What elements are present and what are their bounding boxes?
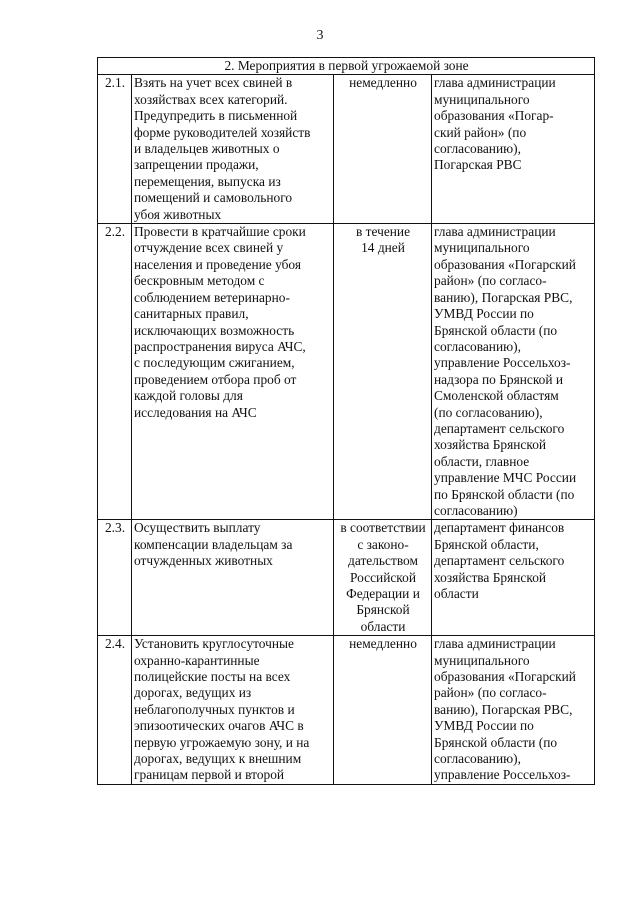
- measure-responsible-line: управление Россельхоз-: [434, 355, 571, 371]
- measure-responsible-line: район» (по согласо-: [434, 685, 547, 701]
- measure-deadline-line: 14 дней: [361, 240, 405, 256]
- measure-responsible-line: хозяйства Брянской: [434, 437, 547, 453]
- measure-task-line: дорогах, ведущих к внешним: [134, 751, 302, 767]
- measure-deadline: [334, 636, 432, 785]
- measure-responsible-line: Погарская РВС: [434, 157, 522, 173]
- measure-responsible-line: образования «Погар-: [434, 108, 554, 124]
- measure-task-line: запрещении продажи,: [134, 157, 259, 173]
- measure-responsible: [432, 520, 595, 636]
- measure-responsible-line: (по согласованию),: [434, 404, 543, 420]
- measure-task-line: убоя животных: [134, 206, 222, 222]
- measure-task-line: хозяйствах всех категорий.: [134, 91, 288, 107]
- measure-task-line: бескровным методом с: [134, 273, 265, 289]
- measure-task-line: форме руководителей хозяйств: [134, 124, 311, 140]
- measure-deadline-line: с законо-: [357, 536, 409, 552]
- measure-task-line: Провести в кратчайшие сроки: [134, 224, 306, 240]
- measure-task-line: и владельцев животных о: [134, 141, 280, 157]
- measure-task-line: неблагополучных пунктов и: [134, 701, 295, 717]
- measure-responsible-line: образования «Погарский: [434, 256, 576, 272]
- measure-task: [132, 520, 334, 636]
- measure-responsible: [432, 224, 595, 520]
- measure-task-line: Предупредить в письменной: [134, 108, 298, 124]
- measure-deadline-line: Брянской: [356, 602, 410, 618]
- measure-responsible-line: департамент сельского: [434, 420, 565, 436]
- measure-number: 2.4.: [98, 636, 132, 785]
- measure-task-line: дорогах, ведущих из: [134, 685, 252, 701]
- measure-deadline: [334, 75, 432, 224]
- measure-responsible-line: согласованию),: [434, 141, 521, 157]
- measures-table: [97, 57, 595, 785]
- measure-responsible-line: ванию), Погарская РВС,: [434, 289, 573, 305]
- measure-number: 2.2.: [98, 224, 132, 520]
- measure-task-line: Осуществить выплату: [134, 520, 261, 536]
- measure-responsible-line: район» (по согласо-: [434, 273, 547, 289]
- measure-task: [132, 75, 334, 224]
- measure-responsible: [432, 75, 595, 224]
- measure-responsible-line: управление Россельхоз-: [434, 767, 571, 783]
- measure-task-line: первую угрожаемую зону, и на: [134, 734, 310, 750]
- measure-responsible-line: надзора по Брянской и: [434, 371, 564, 387]
- measure-task-line: эпизоотических очагов АЧС в: [134, 718, 304, 734]
- measure-deadline-line: в соответствии: [340, 520, 426, 536]
- measure-task-line: распространения вируса АЧС,: [134, 338, 306, 354]
- measure-task-line: охранно-карантинные: [134, 652, 260, 668]
- measure-responsible-line: муниципального: [434, 652, 530, 668]
- measure-deadline-line: Федерации и: [346, 586, 420, 601]
- measure-responsible-line: УМВД России по: [434, 306, 534, 322]
- measure-task-line: Взять на учет всех свиней в: [134, 75, 293, 91]
- measure-responsible-line: глава администрации: [434, 75, 556, 91]
- measure-responsible-line: области, главное: [434, 453, 530, 469]
- measure-deadline-line: немедленно: [349, 75, 417, 91]
- measure-responsible-line: глава администрации: [434, 636, 556, 652]
- measure-task-line: населения и проведение убоя: [134, 256, 302, 272]
- measure-task-line: каждой головы для: [134, 388, 243, 404]
- measure-task-line: Установить круглосуточные: [134, 636, 294, 652]
- measure-task-line: санитарных правил,: [134, 306, 249, 322]
- measure-task-line: исключающих возможность: [134, 322, 295, 338]
- section-title: 2. Мероприятия в первой угрожаемой зоне: [98, 58, 595, 75]
- measure-responsible-line: департамент сельского: [434, 553, 565, 569]
- measure-deadline-line: дательством: [348, 553, 418, 569]
- measure-task-line: границам первой и второй: [134, 767, 285, 783]
- measure-responsible-line: образования «Погарский: [434, 669, 576, 685]
- measure-row: [98, 520, 595, 636]
- measure-deadline-line: в течение: [355, 224, 411, 240]
- measure-responsible-line: согласованию): [434, 502, 518, 518]
- measure-responsible-line: управление МЧС России: [434, 470, 577, 486]
- measure-responsible-line: Брянской области (по: [434, 322, 558, 338]
- section-header-row: [98, 58, 595, 75]
- measure-task-line: исследования на АЧС: [134, 404, 257, 420]
- measure-task-line: полицейские посты на всех: [134, 669, 291, 685]
- measure-responsible-line: по Брянской области (по: [434, 486, 575, 502]
- page-number: 3: [316, 28, 324, 43]
- measure-row: [98, 75, 595, 224]
- measure-deadline-line: Российской: [350, 569, 416, 585]
- measure-deadline-line: области: [360, 618, 406, 634]
- measure-task-line: проведением отбора проб от: [134, 371, 297, 387]
- measure-responsible-line: муниципального: [434, 91, 530, 107]
- measure-deadline-line: немедленно: [349, 636, 417, 652]
- measure-task-line: компенсации владельцам за: [134, 536, 293, 552]
- measure-number: 2.3.: [98, 520, 132, 636]
- measure-responsible-line: согласованию),: [434, 338, 521, 354]
- measure-responsible: [432, 636, 595, 785]
- measure-responsible-line: ванию), Погарская РВС,: [434, 701, 573, 717]
- measure-task: [132, 224, 334, 520]
- measure-responsible-line: области: [434, 586, 479, 601]
- measure-deadline: [334, 224, 432, 520]
- measure-number: 2.1.: [98, 75, 132, 224]
- measure-task-line: помещений и самовольного: [134, 190, 293, 206]
- measure-responsible-line: муниципального: [434, 240, 530, 256]
- measure-responsible-line: Брянской области,: [434, 536, 539, 552]
- measure-row: [98, 224, 595, 520]
- measure-row: [98, 636, 595, 785]
- measure-responsible-line: ский район» (по: [434, 124, 527, 140]
- measure-deadline: [334, 520, 432, 636]
- measure-task: [132, 636, 334, 785]
- measure-responsible-line: Смоленской областям: [434, 388, 559, 404]
- measure-responsible-line: департамент финансов: [434, 520, 565, 536]
- measure-task-line: отчуждение всех свиней у: [134, 240, 284, 256]
- measure-responsible-line: УМВД России по: [434, 718, 534, 734]
- measure-task-line: соблюдением ветеринарно-: [134, 289, 290, 305]
- measure-responsible-line: глава администрации: [434, 224, 556, 240]
- measure-task-line: перемещения, выпуска из: [134, 173, 281, 189]
- measure-responsible-line: согласованию),: [434, 751, 521, 767]
- measure-responsible-line: хозяйства Брянской: [434, 569, 547, 585]
- measure-task-line: с последующим сжиганием,: [134, 355, 295, 371]
- measure-task-line: отчужденных животных: [134, 553, 273, 569]
- measure-responsible-line: Брянской области (по: [434, 734, 558, 750]
